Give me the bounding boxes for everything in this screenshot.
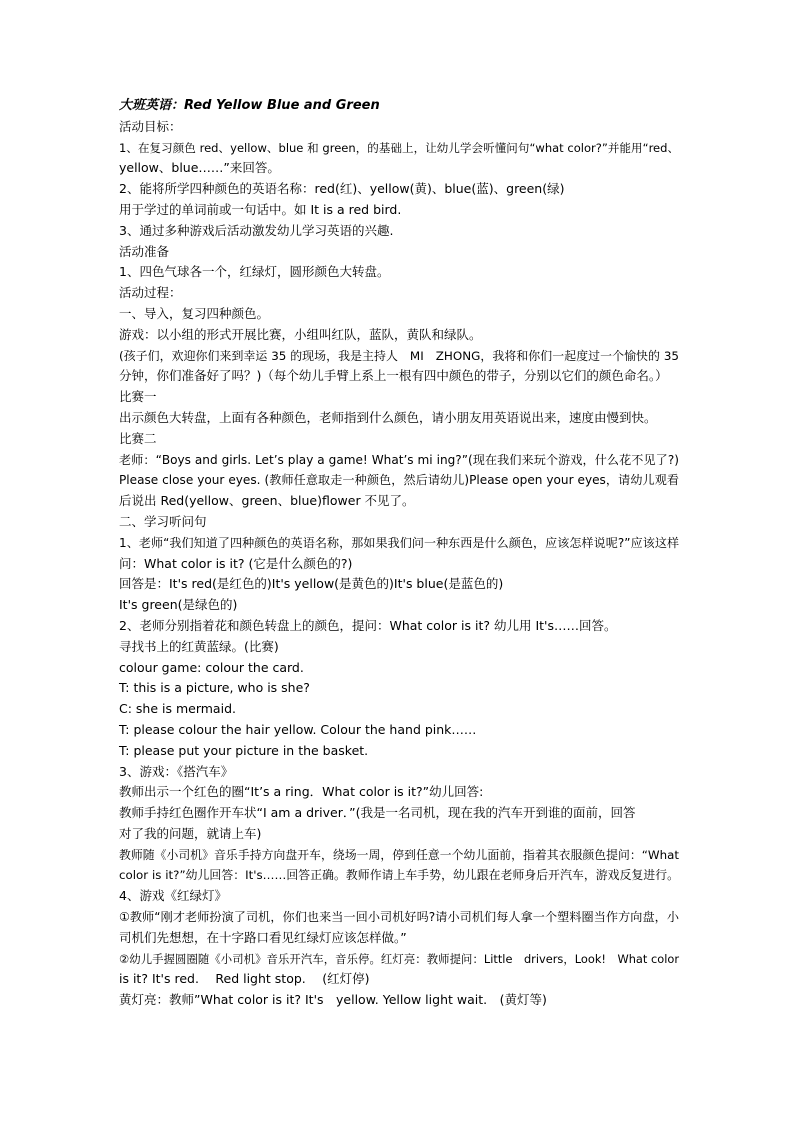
text-line: 比赛一 <box>119 389 157 405</box>
text-line: color is it?”幼儿回答：It's……回答正确。教师作请上车手势，幼儿跟在老师身后开汽车，游戏反复进行。 <box>119 868 679 883</box>
text-line: C: she is mermaid. <box>119 701 236 717</box>
text-line: yellow、blue……”来回答。 <box>119 160 280 176</box>
text-line: 3、通过多种游戏后活动激发幼儿学习英语的兴趣. <box>119 222 394 238</box>
text-line: It's green(是绿色的) <box>119 597 238 613</box>
text-line: 比赛二 <box>119 430 157 446</box>
text-line: 二、学习听问句 <box>119 513 207 529</box>
text-line: (孩子们，欢迎你们来到幸运 35 的现场，我是主持人 MI ZHONG，我将和你们一起度过一个愉快的 35 <box>119 348 679 363</box>
text-line: 对了我的问题，就请上车) <box>119 825 262 841</box>
text-line: 游戏：以小组的形式开展比赛，小组叫红队，蓝队，黄队和绿队。 <box>119 326 482 342</box>
text-line: T: this is a picture, who is she? <box>119 680 310 696</box>
text-line: T: please colour the hair yellow. Colour the hand pink…… <box>119 721 477 737</box>
text-line: 活动准备 <box>119 243 170 259</box>
text-line: 1、老师“我们知道了四种颜色的英语名称，那如果我们问一种东西是什么颜色，应该怎样说呢?”应该这样 <box>119 535 679 550</box>
text-line: 出示颜色大转盘，上面有各种颜色，老师指到什么颜色，请小朋友用英语说出来，速度由慢到快。 <box>119 409 657 425</box>
text-line: 司机们先想想，在十字路口看见红绿灯应该怎样做。” <box>119 929 407 945</box>
text-line: colour game: colour the card. <box>119 659 304 675</box>
text-line: 寻找书上的红黄蓝绿。(比赛) <box>119 638 279 654</box>
text-line: T: please put your picture in the basket. <box>119 742 369 758</box>
text-line: is it? It's red. Red light stop. (红灯停) <box>119 971 370 987</box>
text-line: 2、老师分别指着花和颜色转盘上的颜色，提问：What color is it? 幼儿用 It's……回答。 <box>119 617 617 633</box>
text-line: 老师：“Boys and girls. Let’s play a game! What’s mi ing?”(现在我们来玩个游戏，什么花不见了?) <box>119 452 679 467</box>
text-line: ①教师“刚才老师扮演了司机，你们也来当一回小司机好吗?请小司机们每人拿一个塑料圈当作方向盘，小 <box>119 910 679 925</box>
text-line: 活动目标： <box>119 118 182 134</box>
text-line: Please close your eyes. (教师任意取走一种颜色，然后请幼儿)Please open your eyes，请幼儿观看 <box>119 473 679 488</box>
text-line: 1、四色气球各一个，红绿灯，圆形颜色大转盘。 <box>119 264 390 280</box>
text-line: 教师随《小司机》音乐手持方向盘开车，绕场一周，停到任意一个幼儿面前，指着其衣服颜色提问：“What <box>119 847 679 862</box>
text-line: ②幼儿手握圆圈随《小司机》音乐开汽车，音乐停。红灯亮：教师提问：Little drivers，Look! What color <box>119 951 679 966</box>
text-line: 回答是：It's red(是红色的)It's yellow(是黄色的)It's blue(是蓝色的) <box>119 576 504 592</box>
document-title: 大班英语：Red Yellow Blue and Green <box>119 98 380 113</box>
text-line: 后说出 Red(yellow、green、blue)flower 不见了。 <box>119 493 415 509</box>
text-line: 用于学过的单词前或一句话中。如 It is a red bird. <box>119 201 402 217</box>
text-line: 一、导入，复习四种颜色。 <box>119 305 270 321</box>
text-line: 分钟，你们准备好了吗？)（每个幼儿手臂上系上一根有四中颜色的带子，分别以它们的颜色命名。） <box>119 368 668 384</box>
text-line: 4、游戏《红绿灯》 <box>119 888 227 904</box>
text-line: 教师手持红色圈作开车状“I am a driver．”(我是一名司机，现在我的汽车开到谁的面前，回答 <box>119 805 636 821</box>
text-line: 1、在复习颜色 red、yellow、blue 和 green，的基础上，让幼儿学会听懂问句“what color?”并能用“red、 <box>119 140 679 155</box>
text-line: 问：What color is it? (它是什么颜色的?) <box>119 555 353 571</box>
text-line: 活动过程： <box>119 285 182 301</box>
text-line: 黄灯亮：教师”What color is it? It's yellow. Yellow light wait. (黄灯等) <box>119 992 547 1008</box>
text-line: 2、能将所学四种颜色的英语名称：red(红)、yellow(黄)、blue(蓝)、green(绿) <box>119 181 565 197</box>
text-line: 3、游戏：《搭汽车》 <box>119 763 234 779</box>
text-line: 教师出示一个红色的圈“It’s a ring．What color is it?”幼儿回答: <box>119 784 484 800</box>
document-body <box>119 96 679 1011</box>
